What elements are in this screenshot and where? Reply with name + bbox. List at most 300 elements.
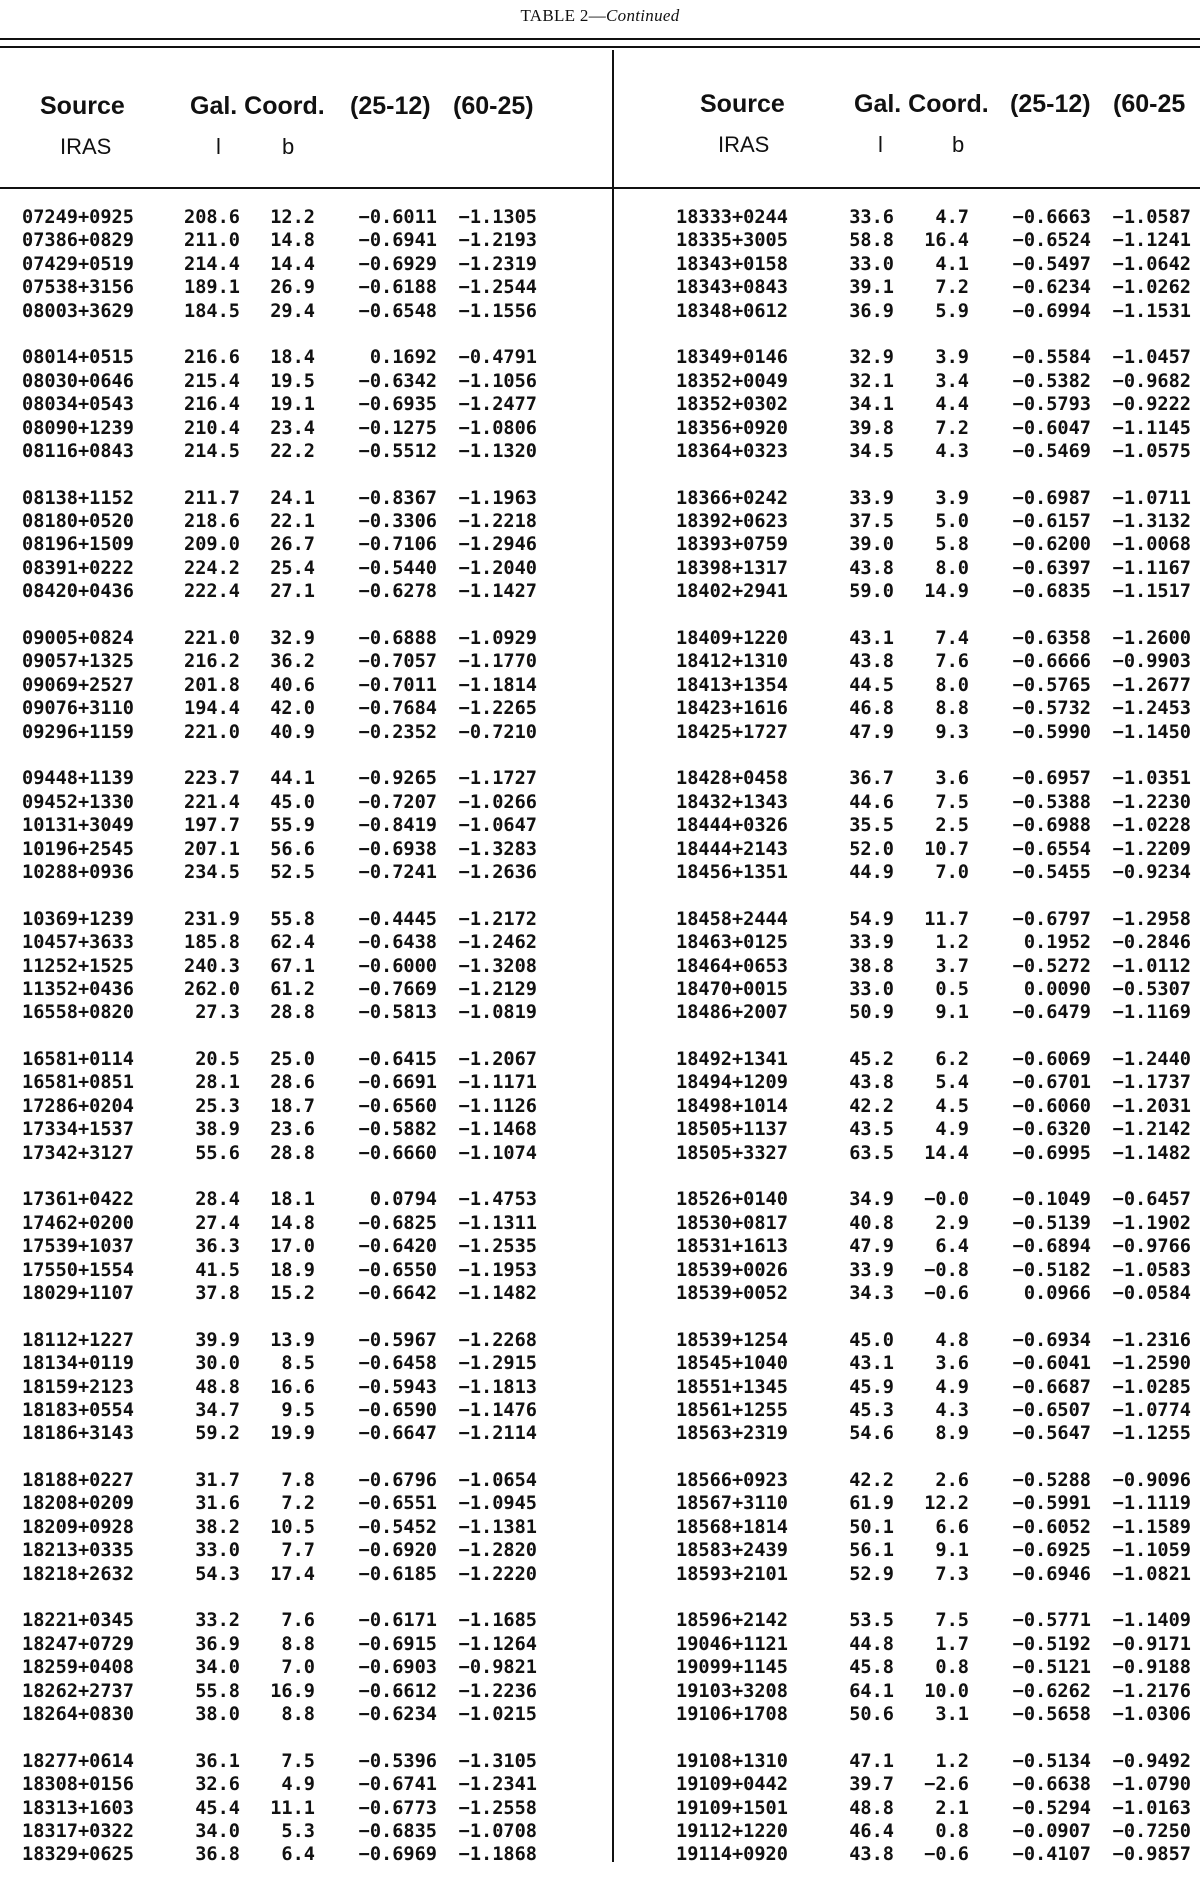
color-6025-cell: −1.1737 (1112, 1072, 1191, 1094)
source-cell: 18349+0146 (676, 347, 788, 369)
row-group (676, 487, 1191, 604)
table-row (676, 370, 1191, 393)
l-cell: 43.8 (849, 1844, 894, 1866)
table-row (22, 1188, 537, 1211)
b-cell: 8.8 (935, 698, 969, 720)
color-6025-cell: −1.2946 (458, 534, 537, 556)
color-2512-cell: −0.4107 (1012, 1844, 1091, 1866)
source-cell: 18352+0302 (676, 394, 788, 416)
l-cell: 218.6 (184, 511, 240, 533)
color-6025-cell: −1.2600 (1112, 628, 1191, 650)
header-l-right: l (878, 132, 883, 157)
source-cell: 18247+0729 (22, 1633, 134, 1655)
source-cell: 08034+0543 (22, 394, 134, 416)
b-cell: −0.6 (924, 1844, 969, 1866)
color-6025-cell: −1.1953 (458, 1259, 537, 1281)
l-cell: 42.2 (849, 1095, 894, 1117)
table-row (22, 1422, 537, 1445)
color-6025-cell: −1.1589 (1112, 1516, 1191, 1538)
color-6025-cell: −1.2176 (1112, 1680, 1191, 1702)
color-2512-cell: −0.6278 (358, 581, 437, 603)
header-b-left: b (282, 134, 295, 159)
source-cell: 18464+0653 (676, 955, 788, 977)
l-cell: 46.8 (849, 698, 894, 720)
color-6025-cell: −1.0285 (1112, 1376, 1191, 1398)
source-cell: 18398+1317 (676, 557, 788, 579)
l-cell: 189.1 (184, 277, 240, 299)
row-group (676, 346, 1191, 463)
table-row (22, 1703, 537, 1726)
color-2512-cell: −0.8367 (358, 487, 437, 509)
b-cell: 18.4 (270, 347, 315, 369)
l-cell: 47.9 (849, 721, 894, 743)
l-cell: 33.0 (849, 253, 894, 275)
source-cell: 10457+3633 (22, 932, 134, 954)
source-cell: 17286+0204 (22, 1095, 134, 1117)
source-cell: 18352+0049 (676, 370, 788, 392)
table-row (676, 253, 1191, 276)
color-2512-cell: −0.6069 (1012, 1049, 1091, 1071)
l-cell: 33.9 (849, 487, 894, 509)
color-2512-cell: −0.6920 (358, 1540, 437, 1562)
b-cell: 16.4 (924, 230, 969, 252)
l-cell: 216.4 (184, 394, 240, 416)
table-row (676, 533, 1191, 556)
row-group (676, 206, 1191, 323)
color-6025-cell: −0.9234 (1112, 861, 1191, 883)
b-cell: 3.9 (935, 487, 969, 509)
l-cell: 34.9 (849, 1189, 894, 1211)
color-2512-cell: −0.6835 (1012, 581, 1091, 603)
l-cell: 223.7 (184, 768, 240, 790)
table-row (22, 1142, 537, 1165)
l-cell: 43.8 (849, 651, 894, 673)
color-2512-cell: −0.6660 (358, 1142, 437, 1164)
color-6025-cell: −1.3132 (1112, 511, 1191, 533)
source-cell: 18456+1351 (676, 861, 788, 883)
color-6025-cell: −1.0163 (1112, 1797, 1191, 1819)
color-6025-cell: −1.0790 (1112, 1774, 1191, 1796)
color-2512-cell: −0.6994 (1012, 300, 1091, 322)
l-cell: 52.0 (849, 838, 894, 860)
table-row (676, 955, 1191, 978)
source-cell: 08180+0520 (22, 511, 134, 533)
l-cell: 194.4 (184, 698, 240, 720)
table-row (676, 1259, 1191, 1282)
row-group (22, 1469, 537, 1586)
table-row (22, 978, 537, 1001)
source-cell: 18505+1137 (676, 1119, 788, 1141)
b-cell: 24.1 (270, 487, 315, 509)
source-cell: 10369+1239 (22, 908, 134, 930)
table-row (22, 533, 537, 556)
l-cell: 54.9 (849, 908, 894, 930)
b-cell: 5.3 (281, 1820, 315, 1842)
color-2512-cell: −0.6524 (1012, 230, 1091, 252)
color-6025-cell: −1.2535 (458, 1236, 537, 1258)
header-iras-left: IRAS (60, 134, 112, 159)
color-2512-cell: −0.6935 (358, 394, 437, 416)
source-cell: 18583+2439 (676, 1540, 788, 1562)
b-cell: 22.1 (270, 511, 315, 533)
color-2512-cell: −0.6663 (1012, 207, 1091, 228)
b-cell: 14.8 (270, 1212, 315, 1234)
l-cell: 33.6 (849, 207, 894, 228)
color-6025-cell: −1.0708 (458, 1820, 537, 1842)
b-cell: 4.1 (935, 253, 969, 275)
source-cell: 19103+3208 (676, 1680, 788, 1702)
source-cell: 18428+0458 (676, 768, 788, 790)
color-2512-cell: −0.6590 (358, 1399, 437, 1421)
l-cell: 214.4 (184, 253, 240, 275)
color-2512-cell: −0.5793 (1012, 394, 1091, 416)
table-row (676, 1563, 1191, 1586)
b-cell: 2.1 (935, 1797, 969, 1819)
b-cell: 1.2 (935, 932, 969, 954)
table-row (676, 1820, 1191, 1843)
b-cell: 7.0 (935, 861, 969, 883)
color-6025-cell: −1.1056 (458, 370, 537, 392)
table-row (676, 908, 1191, 931)
source-cell: 18329+0625 (22, 1844, 134, 1866)
color-2512-cell: −0.5943 (358, 1376, 437, 1398)
source-cell: 17539+1037 (22, 1236, 134, 1258)
l-cell: 45.8 (849, 1657, 894, 1679)
color-6025-cell: −1.0821 (1112, 1563, 1191, 1585)
l-cell: 41.5 (195, 1259, 240, 1281)
color-6025-cell: −0.5307 (1112, 978, 1191, 1000)
l-cell: 37.8 (195, 1282, 240, 1304)
table-row (22, 1048, 537, 1071)
table-row (22, 393, 537, 416)
color-6025-cell: −1.1517 (1112, 581, 1191, 603)
table-row (676, 1750, 1191, 1773)
l-cell: 50.1 (849, 1516, 894, 1538)
table-row (676, 838, 1191, 861)
source-cell: 09452+1330 (22, 791, 134, 813)
header-2512-left: (25-12) (350, 92, 431, 120)
b-cell: 8.0 (935, 674, 969, 696)
b-cell: 5.4 (935, 1072, 969, 1094)
table-row (676, 1422, 1191, 1445)
source-cell: 18444+2143 (676, 838, 788, 860)
table-row (676, 440, 1191, 463)
b-cell: 29.4 (270, 300, 315, 322)
l-cell: 55.8 (195, 1680, 240, 1702)
color-2512-cell: −0.5497 (1012, 253, 1091, 275)
source-cell: 18343+0158 (676, 253, 788, 275)
source-cell: 18463+0125 (676, 932, 788, 954)
row-group (676, 1609, 1191, 1726)
color-2512-cell: −0.6551 (358, 1493, 437, 1515)
l-cell: 214.5 (184, 440, 240, 462)
color-2512-cell: −0.6903 (358, 1657, 437, 1679)
color-2512-cell: −0.5294 (1012, 1797, 1091, 1819)
color-6025-cell: −1.0647 (458, 815, 537, 837)
row-group (676, 1048, 1191, 1165)
table-row (22, 276, 537, 299)
caption-suffix: Continued (606, 6, 680, 25)
l-cell: 209.0 (184, 534, 240, 556)
color-6025-cell: −1.0266 (458, 791, 537, 813)
color-6025-cell: −0.2846 (1112, 932, 1191, 954)
l-cell: 210.4 (184, 417, 240, 439)
table-row (22, 1282, 537, 1305)
source-cell: 18317+0322 (22, 1820, 134, 1842)
color-6025-cell: −1.0068 (1112, 534, 1191, 556)
color-2512-cell: −0.6894 (1012, 1236, 1091, 1258)
b-cell: 32.9 (270, 628, 315, 650)
color-2512-cell: −0.5452 (358, 1516, 437, 1538)
row-group (676, 1469, 1191, 1586)
table-row (22, 1656, 537, 1679)
source-cell: 18505+3327 (676, 1142, 788, 1164)
source-cell: 17361+0422 (22, 1189, 134, 1211)
source-cell: 07386+0829 (22, 230, 134, 252)
source-cell: 18112+1227 (22, 1329, 134, 1351)
color-6025-cell: −1.1476 (458, 1399, 537, 1421)
header-galcoord-right: Gal. Coord. (854, 90, 989, 118)
b-cell: 3.1 (935, 1704, 969, 1725)
l-cell: 64.1 (849, 1680, 894, 1702)
table-row (22, 721, 537, 744)
source-cell: 18425+1727 (676, 721, 788, 743)
b-cell: 7.8 (281, 1470, 315, 1492)
source-cell: 18526+0140 (676, 1189, 788, 1211)
color-2512-cell: −0.5732 (1012, 698, 1091, 720)
b-cell: 55.8 (270, 908, 315, 930)
color-2512-cell: 0.0966 (1023, 1282, 1091, 1304)
color-2512-cell: −0.5396 (358, 1750, 437, 1772)
color-6025-cell: −1.1427 (458, 581, 537, 603)
color-6025-cell: −1.1770 (458, 651, 537, 673)
b-cell: 7.5 (935, 791, 969, 813)
table-row (676, 1235, 1191, 1258)
color-6025-cell: −1.1320 (458, 440, 537, 462)
b-cell: 3.4 (935, 370, 969, 392)
b-cell: 7.5 (281, 1750, 315, 1772)
source-cell: 18335+3005 (676, 230, 788, 252)
color-6025-cell: −1.2040 (458, 557, 537, 579)
l-cell: 44.5 (849, 674, 894, 696)
color-2512-cell: −0.6988 (1012, 815, 1091, 837)
color-6025-cell: −1.2462 (458, 932, 537, 954)
l-cell: 27.3 (195, 1002, 240, 1024)
b-cell: 17.4 (270, 1563, 315, 1585)
color-6025-cell: −1.2958 (1112, 908, 1191, 930)
source-cell: 18444+0326 (676, 815, 788, 837)
b-cell: 10.5 (270, 1516, 315, 1538)
b-cell: 4.5 (935, 1095, 969, 1117)
b-cell: 7.4 (935, 628, 969, 650)
b-cell: 40.9 (270, 721, 315, 743)
color-6025-cell: −1.3105 (458, 1750, 537, 1772)
color-2512-cell: −0.5991 (1012, 1493, 1091, 1515)
color-6025-cell: −1.1255 (1112, 1423, 1191, 1445)
table-row (676, 627, 1191, 650)
source-cell: 18308+0156 (22, 1774, 134, 1796)
color-6025-cell: −1.0306 (1112, 1704, 1191, 1725)
color-6025-cell: −1.0575 (1112, 440, 1191, 462)
b-cell: 44.1 (270, 768, 315, 790)
table-row (22, 370, 537, 393)
color-6025-cell: −1.1468 (458, 1119, 537, 1141)
color-2512-cell: −0.6915 (358, 1633, 437, 1655)
color-2512-cell: −0.6157 (1012, 511, 1091, 533)
l-cell: 28.4 (195, 1189, 240, 1211)
source-cell: 18409+1220 (676, 628, 788, 650)
l-cell: 45.4 (195, 1797, 240, 1819)
b-cell: 4.7 (935, 207, 969, 228)
color-6025-cell: −1.1381 (458, 1516, 537, 1538)
b-cell: 0.8 (935, 1657, 969, 1679)
row-group (676, 767, 1191, 884)
b-cell: 11.1 (270, 1797, 315, 1819)
b-cell: 8.8 (281, 1704, 315, 1725)
color-6025-cell: −0.9682 (1112, 370, 1191, 392)
color-6025-cell: −1.1145 (1112, 417, 1191, 439)
color-6025-cell: −1.1727 (458, 768, 537, 790)
l-cell: 59.0 (849, 581, 894, 603)
color-2512-cell: −0.6666 (1012, 651, 1091, 673)
source-cell: 18545+1040 (676, 1353, 788, 1375)
l-cell: 240.3 (184, 955, 240, 977)
color-2512-cell: −0.6560 (358, 1095, 437, 1117)
table-row (22, 1680, 537, 1703)
l-cell: 53.5 (849, 1610, 894, 1632)
source-cell: 11352+0436 (22, 978, 134, 1000)
color-6025-cell: −1.1963 (458, 487, 537, 509)
source-cell: 08391+0222 (22, 557, 134, 579)
table-row (22, 1095, 537, 1118)
color-6025-cell: −1.2915 (458, 1353, 537, 1375)
l-cell: 36.7 (849, 768, 894, 790)
l-cell: 58.8 (849, 230, 894, 252)
color-2512-cell: −0.5182 (1012, 1259, 1091, 1281)
l-cell: 44.6 (849, 791, 894, 813)
b-cell: 27.1 (270, 581, 315, 603)
table-row (676, 1399, 1191, 1422)
b-cell: 8.8 (281, 1633, 315, 1655)
table-row (676, 1071, 1191, 1094)
table-row (676, 1843, 1191, 1866)
l-cell: 208.6 (184, 207, 240, 228)
b-cell: 7.3 (935, 1563, 969, 1585)
color-6025-cell: −1.1409 (1112, 1610, 1191, 1632)
source-cell: 17342+3127 (22, 1142, 134, 1164)
l-cell: 43.8 (849, 557, 894, 579)
caption-prefix: TABLE 2— (520, 6, 607, 25)
table-row (676, 1282, 1191, 1305)
table-row (22, 229, 537, 252)
b-cell: 36.2 (270, 651, 315, 673)
l-cell: 33.9 (849, 932, 894, 954)
l-cell: 61.9 (849, 1493, 894, 1515)
source-cell: 08138+1152 (22, 487, 134, 509)
color-2512-cell: −0.5192 (1012, 1633, 1091, 1655)
source-cell: 18186+3143 (22, 1423, 134, 1445)
l-cell: 36.8 (195, 1844, 240, 1866)
source-cell: 18348+0612 (676, 300, 788, 322)
table-row (22, 1118, 537, 1141)
b-cell: 14.9 (924, 581, 969, 603)
color-2512-cell: −0.9265 (358, 768, 437, 790)
color-2512-cell: −0.6320 (1012, 1119, 1091, 1141)
l-cell: 43.1 (849, 1353, 894, 1375)
color-6025-cell: −1.0351 (1112, 768, 1191, 790)
b-cell: 2.9 (935, 1212, 969, 1234)
row-group (22, 908, 537, 1025)
color-2512-cell: −0.7241 (358, 861, 437, 883)
b-cell: 9.1 (935, 1002, 969, 1024)
color-6025-cell: −0.9766 (1112, 1236, 1191, 1258)
source-cell: 08014+0515 (22, 347, 134, 369)
table-row (676, 1539, 1191, 1562)
color-2512-cell: −0.5765 (1012, 674, 1091, 696)
source-cell: 08030+0646 (22, 370, 134, 392)
b-cell: 9.1 (935, 1540, 969, 1562)
source-cell: 18029+1107 (22, 1282, 134, 1304)
table-row (676, 276, 1191, 299)
b-cell: 56.6 (270, 838, 315, 860)
source-cell: 08420+0436 (22, 581, 134, 603)
color-2512-cell: −0.6888 (358, 628, 437, 650)
source-cell: 18313+1603 (22, 1797, 134, 1819)
color-2512-cell: −0.6200 (1012, 534, 1091, 556)
header-galcoord-left: Gal. Coord. (190, 92, 325, 120)
source-cell: 19114+0920 (676, 1844, 788, 1866)
table-row (676, 1633, 1191, 1656)
b-cell: 8.9 (935, 1423, 969, 1445)
source-cell: 19109+0442 (676, 1774, 788, 1796)
l-cell: 63.5 (849, 1142, 894, 1164)
color-2512-cell: −0.6548 (358, 300, 437, 322)
l-cell: 34.7 (195, 1399, 240, 1421)
color-2512-cell: −0.1049 (1012, 1189, 1091, 1211)
table-row (22, 1516, 537, 1539)
b-cell: 6.6 (935, 1516, 969, 1538)
color-6025-cell: −1.2440 (1112, 1049, 1191, 1071)
b-cell: 18.7 (270, 1095, 315, 1117)
left-table-body (22, 206, 537, 1890)
source-cell: 18566+0923 (676, 1470, 788, 1492)
color-2512-cell: 0.1952 (1023, 932, 1091, 954)
color-6025-cell: −1.1311 (458, 1212, 537, 1234)
b-cell: 0.8 (935, 1820, 969, 1842)
color-6025-cell: −1.0945 (458, 1493, 537, 1515)
color-2512-cell: −0.4445 (358, 908, 437, 930)
table-row (22, 440, 537, 463)
l-cell: 221.4 (184, 791, 240, 813)
source-cell: 18413+1354 (676, 674, 788, 696)
b-cell: 4.9 (935, 1376, 969, 1398)
source-cell: 19099+1145 (676, 1657, 788, 1679)
color-2512-cell: −0.8419 (358, 815, 437, 837)
color-2512-cell: −0.6638 (1012, 1774, 1091, 1796)
color-6025-cell: −1.2558 (458, 1797, 537, 1819)
color-2512-cell: −0.6612 (358, 1680, 437, 1702)
source-cell: 18470+0015 (676, 978, 788, 1000)
source-cell: 18593+2101 (676, 1563, 788, 1585)
color-2512-cell: −0.6969 (358, 1844, 437, 1866)
color-2512-cell: −0.6946 (1012, 1563, 1091, 1585)
b-cell: 5.9 (935, 300, 969, 322)
l-cell: 39.1 (849, 277, 894, 299)
table-row (22, 580, 537, 603)
color-2512-cell: −0.6691 (358, 1072, 437, 1094)
b-cell: 22.2 (270, 440, 315, 462)
table-row (22, 557, 537, 580)
